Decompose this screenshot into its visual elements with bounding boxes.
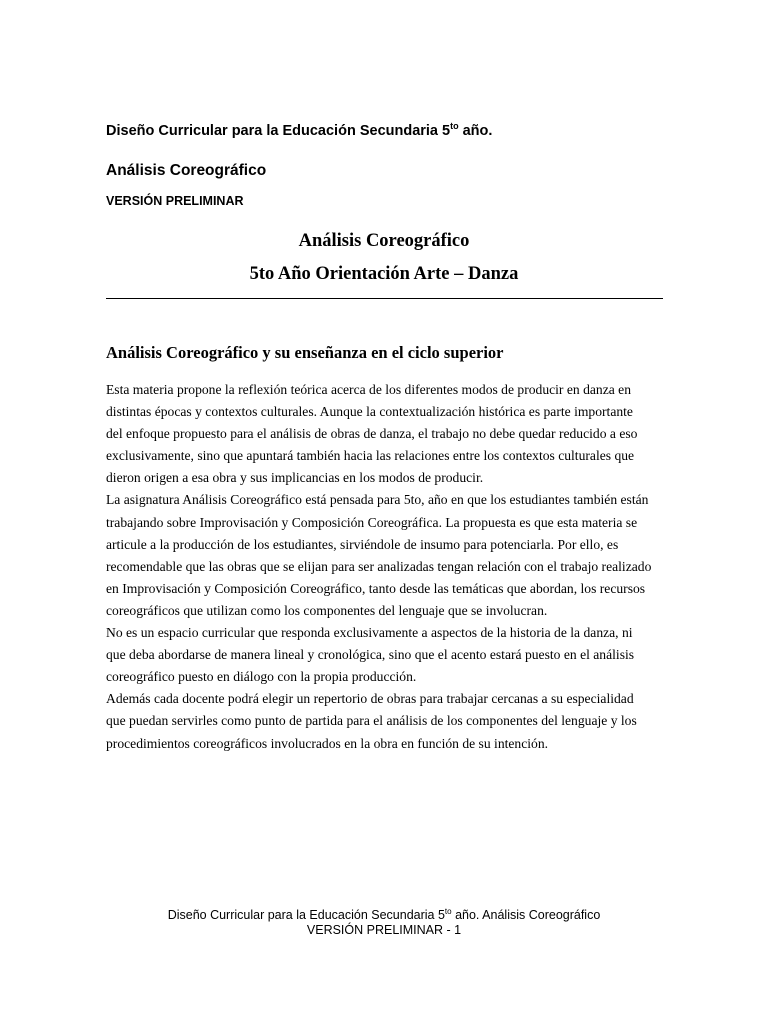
body-line: recomendable que las obras que se elijan para ser analizadas tengan relación con el trabajo realizado [106,558,652,574]
page-subtitle: 5to Año Orientación Arte – Danza [249,264,519,284]
body-line: articule a la producción de los estudiantes, sirviéndole de insumo para potenciarla. Por ello, es [106,536,619,552]
body-line: del enfoque propuesto para el análisis de obras de danza, el trabajo no debe quedar reducido a eso [106,426,638,442]
body-line: trabajando sobre Improvisación y Composición Coreográfica. La propuesta es que esta materia se [106,514,638,530]
body-line: exclusivamente, sino que apuntará también hacia las relaciones entre los contextos culturales que [106,448,635,464]
header-title-superscript: to [450,121,459,131]
section-heading: Análisis Coreográfico y su enseñanza en el ciclo superior [106,343,504,362]
body-line: procedimientos coreográficos involucrados en la obra en función de su intención. [106,735,549,751]
body-line: en Improvisación y Composición Coreográfico, tanto desde las temáticas que abordan, los recursos [106,580,646,596]
body-line: que puedan servirles como punto de partida para el análisis de los componentes del lenguaje y los [106,713,637,729]
document-header-subject: Análisis Coreográfico [106,162,267,179]
header-title-text: Diseño Curricular para la Educación Secundaria 5 [106,123,451,139]
body-line: coreográfico puesto en diálogo con la propia producción. [106,669,417,685]
page-title: Análisis Coreográfico [298,231,470,251]
body-line: Además cada docente podrá elegir un repertorio de obras para trabajar cercanas a su especialidad [106,691,634,707]
page-footer [0,908,768,938]
body-line: distintas épocas y contextos culturales. Aunque la contextualización histórica es parte importante [106,404,633,420]
body-line: coreográficos que utilizan como los componentes del lenguaje que se involucran. [106,602,548,618]
document-header-title [106,123,492,139]
footer-text-suffix: año. Análisis Coreográfico [451,908,601,922]
body-line: La asignatura Análisis Coreográfico está pensada para 5to, año en que los estudiantes también están [106,492,649,508]
title-divider [106,298,663,299]
footer-text: Diseño Curricular para la Educación Secundaria 5 [167,908,445,922]
footer-superscript: to [444,907,452,916]
document-header-version: VERSIÓN PRELIMINAR [106,194,244,208]
footer-line-1 [0,908,768,923]
body-line: dieron origen a esa obra y sus implicancias en los modos de producir. [106,470,484,486]
body-line: que deba abordarse de manera lineal y cronológica, sino que el acento estará puesto en el análisis [106,647,635,663]
section-body [106,379,672,755]
body-line: No es un espacio curricular que responda exclusivamente a aspectos de la historia de la danza, ni [106,625,633,641]
body-line: Esta materia propone la reflexión teórica acerca de los diferentes modos de producir en danza en [106,382,632,397]
footer-line-2: VERSIÓN PRELIMINAR - 1 [306,923,462,937]
header-title-suffix: año. [458,123,493,139]
